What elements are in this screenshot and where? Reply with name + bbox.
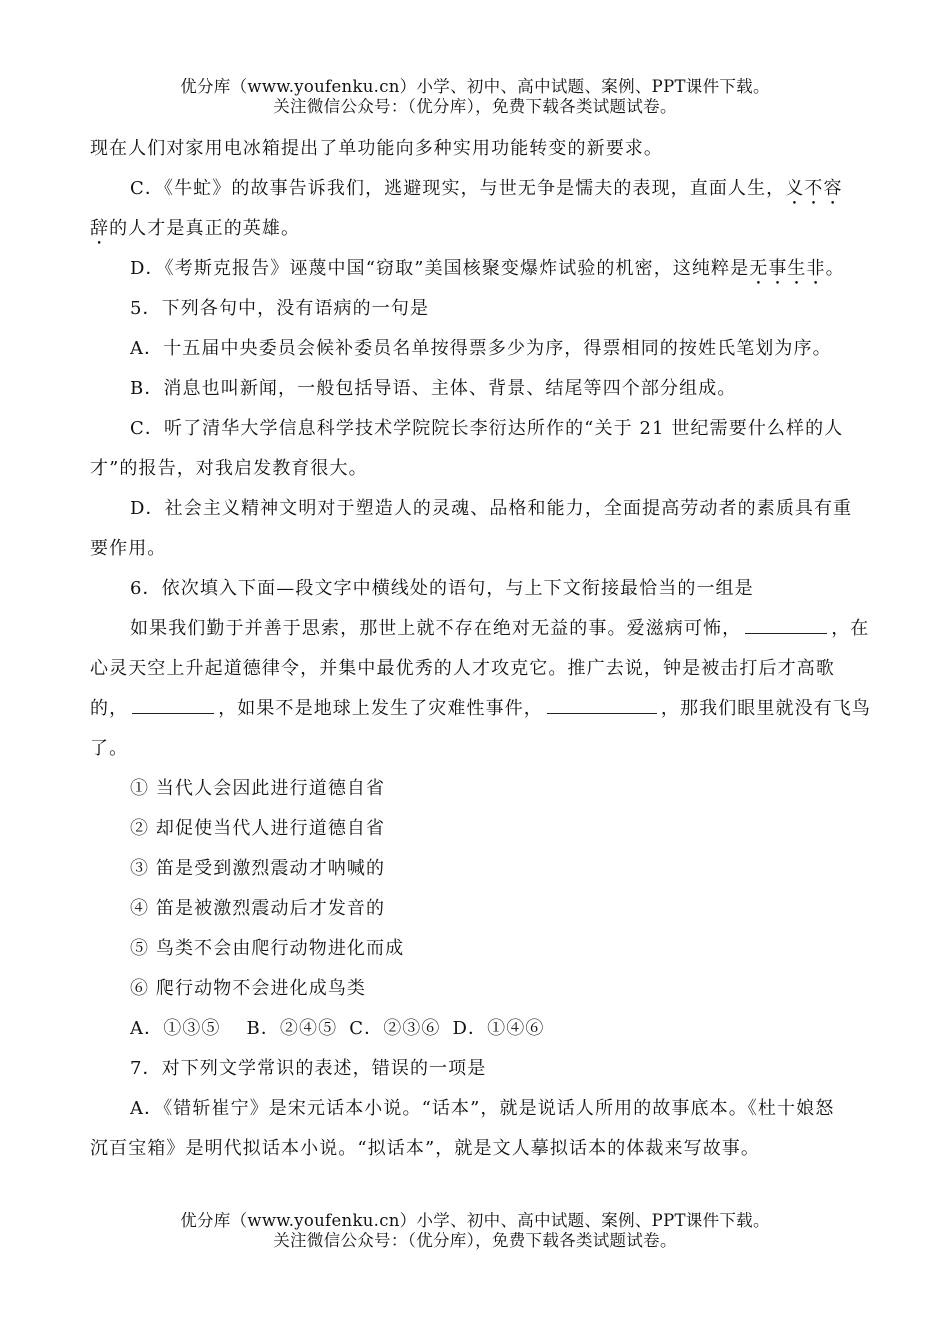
emphasis-text: 无事生非 xyxy=(749,258,826,279)
footer-line-2: 关注微信公众号：（优分库），免费下载各类试题试卷。 xyxy=(273,1231,677,1250)
footer-line-1: 优分库（www.youfenku.cn）小学、初中、高中试题、案例、PPT课件下载。 xyxy=(180,1211,770,1230)
q5-option-d-line1: D．社会主义精神文明对于塑造人的灵魂、品格和能力，全面提高劳动者的素质具有重 xyxy=(130,498,853,519)
choice-d: D．①④⑥ xyxy=(452,1018,545,1039)
q6-statement-3: ③ 笛是受到激烈震动才呐喊的 xyxy=(130,858,386,879)
q6-paragraph-line1: 如果我们勤于并善于思索，那世上就不存在绝对无益的事。爱滋病可怖， ，在 xyxy=(90,609,862,649)
q6-statement-1: ① 当代人会因此进行道德自省 xyxy=(130,778,386,799)
q7-option-a-line1: A．《错斩崔宁》是宋元话本小说。“话本”，就是说话人所用的故事底本。《杜十娘怒 xyxy=(130,1098,835,1119)
q6-paragraph-line2: 心灵天空上升起道德律令，并集中最优秀的人才攻克它。推广去说，钟是被击打后才高歌 xyxy=(90,658,835,679)
fill-blank-3 xyxy=(547,695,657,714)
q6-statement-6: ⑥ 爬行动物不会进化成鸟类 xyxy=(130,978,367,999)
fill-blank-1 xyxy=(745,615,827,634)
emphasis-text: 辞 xyxy=(90,218,110,239)
q6-statement-4: ④ 笛是被激烈震动后才发音的 xyxy=(130,898,386,919)
choice-b: B．②④⑤ xyxy=(246,1018,338,1039)
choice-c: C．②③⑥ xyxy=(349,1018,441,1039)
page-footer xyxy=(0,1211,950,1251)
q5-stem: 5．下列各句中，没有语病的一句是 xyxy=(130,298,430,319)
q6-paragraph-line3: 的， ，如果不是地球上发生了灾难性事件， ，那我们眼里就没有飞鸟 xyxy=(90,689,862,729)
document-body xyxy=(90,129,872,1169)
q5-option-b: B．消息也叫新闻，一般包括导语、主体、背景、结尾等四个部分组成。 xyxy=(130,378,737,399)
q6-statement-2: ② 却促使当代人进行道德自省 xyxy=(130,818,386,839)
q4-option-d: D．《考斯克报告》诬蔑中国“窃取”美国核聚变爆炸试验的机密，这纯粹是无事生非。 xyxy=(130,258,845,279)
q7-stem: 7．对下列文学常识的表述，错误的一项是 xyxy=(130,1058,487,1079)
q7-option-a-line2: 沉百宝箱》是明代拟话本小说。“拟话本”，就是文人摹拟话本的体裁来写故事。 xyxy=(90,1138,761,1159)
page-header xyxy=(0,77,950,117)
choice-a: A．①③⑤ xyxy=(130,1018,221,1039)
intro-line: 现在人们对家用电冰箱提出了单功能向多种实用功能转变的新要求。 xyxy=(90,138,663,159)
q4-option-c-line1: C．《牛虻》的故事告诉我们，逃避现实，与世无争是懦夫的表现，直面人生，义不容 xyxy=(130,178,843,199)
header-line-1: 优分库（www.youfenku.cn）小学、初中、高中试题、案例、PPT课件下载。 xyxy=(180,77,770,96)
emphasis-text: 义不容 xyxy=(785,178,843,199)
q4-option-c-line2: 辞的人才是真正的英雄。 xyxy=(90,218,301,239)
q6-paragraph-line4: 了。 xyxy=(90,738,129,759)
q6-statement-5: ⑤ 鸟类不会由爬行动物进化而成 xyxy=(130,938,405,959)
q6-stem: 6．依次填入下面—段文字中横线处的语句，与上下文衔接最恰当的一组是 xyxy=(130,578,754,599)
q6-choices xyxy=(90,1009,862,1049)
q5-option-a: A．十五届中央委员会候补委员名单按得票多少为序，得票相同的按姓氏笔划为序。 xyxy=(130,338,832,359)
q5-option-d-line2: 要作用。 xyxy=(90,538,167,559)
fill-blank-2 xyxy=(132,695,214,714)
header-line-2: 关注微信公众号：（优分库），免费下载各类试题试卷。 xyxy=(273,97,677,116)
q5-option-c-line2: 才”的报告，对我启发教育很大。 xyxy=(90,458,368,479)
q5-option-c-line1: C．听了清华大学信息科学技术学院院长李衍达所作的“关于 21 世纪需要什么样的人 xyxy=(130,418,844,439)
